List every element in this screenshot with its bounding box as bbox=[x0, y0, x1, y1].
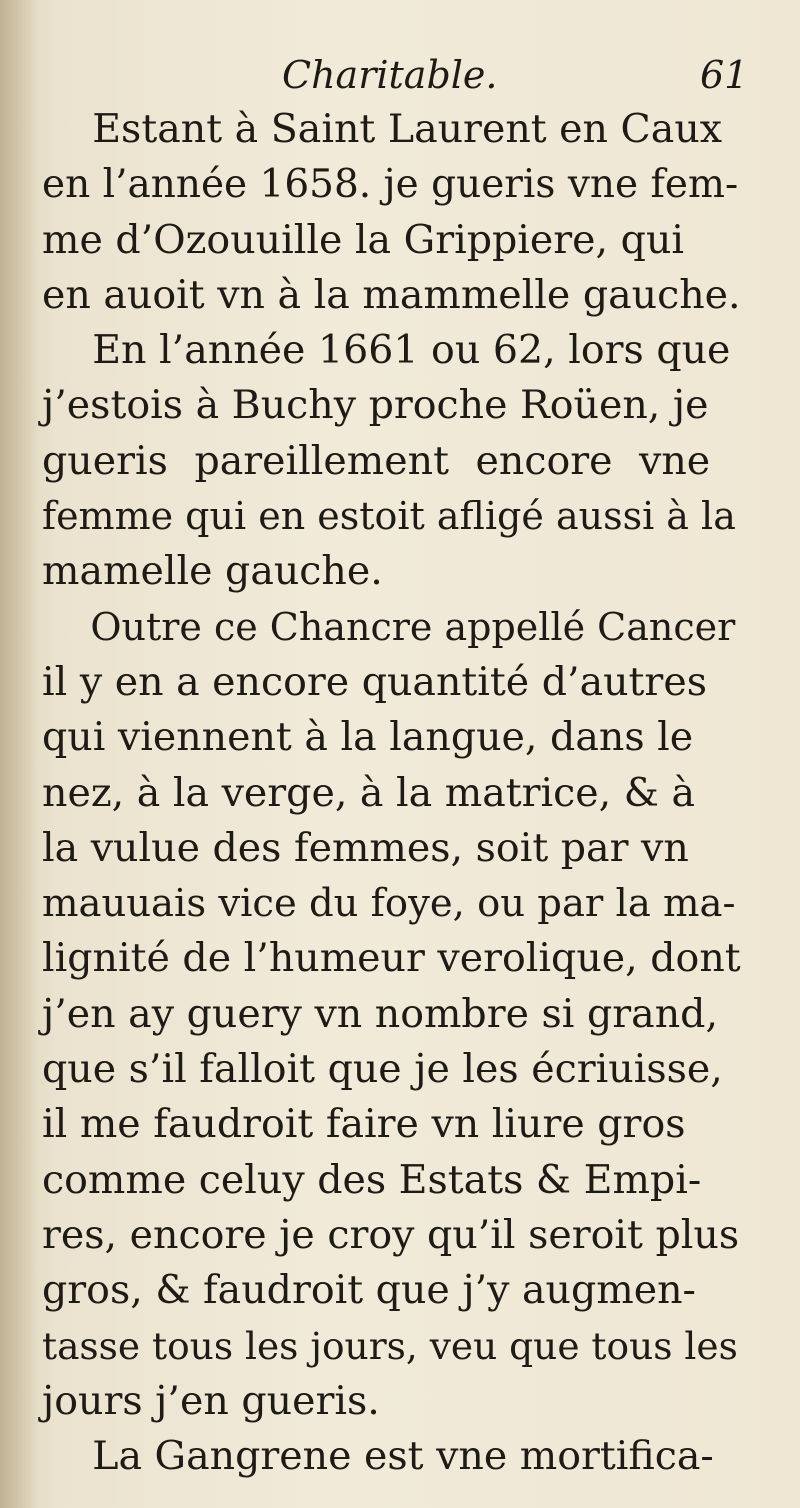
text-line: nez, à la verge, à la matrice, & à bbox=[42, 769, 696, 816]
text-line: la vulue des femmes, soit par vn bbox=[42, 824, 689, 871]
text-line: j’estois à Buchy proche Roüen, je bbox=[42, 382, 709, 429]
text-line: en l’année 1658. je gueris vne fem- bbox=[42, 162, 739, 208]
text-line: Estant à Saint Laurent en Caux bbox=[42, 106, 723, 152]
text-line: en auoit vn à la mammelle gauche. bbox=[42, 271, 741, 318]
text-line: tasse tous les jours, veu que tous les bbox=[42, 1323, 738, 1368]
text-line: il y en a encore quantité d’autres bbox=[42, 658, 707, 705]
running-title: Charitable. bbox=[282, 53, 498, 97]
text-line: Outre ce Chancre appellé Cancer bbox=[42, 604, 736, 649]
text-line: femme qui en estoit afligé aussi à la bbox=[42, 494, 736, 539]
text-line: comme celuy des Estats & Empi- bbox=[42, 1156, 702, 1203]
page-gutter bbox=[0, 0, 38, 1508]
page-number: 61 bbox=[700, 53, 749, 97]
text-line: gros, & faudroit que j’y augmen- bbox=[42, 1267, 696, 1314]
text-line: mauuais vice du foye, ou par la ma- bbox=[42, 881, 736, 927]
body-text bbox=[42, 102, 742, 1484]
text-line: jours j’en gueris. bbox=[42, 1377, 380, 1424]
text-line: qui viennent à la langue, dans le bbox=[42, 714, 694, 761]
text-line: me d’Ozouuille la Grippiere, qui bbox=[42, 216, 685, 263]
text-line: La Gangrene est vne mortifica- bbox=[42, 1433, 714, 1480]
text-line: il me faudroit faire vn liure gros bbox=[42, 1101, 686, 1148]
text-line: mamelle gauche. bbox=[42, 548, 383, 595]
text-line: lignité de l’humeur verolique, dont bbox=[42, 935, 741, 982]
text-line: j’en ay guery vn nombre si grand, bbox=[42, 990, 718, 1037]
text-line: que s’il falloit que je les écriuisse, bbox=[42, 1046, 723, 1093]
text-line: res, encore je croy qu’il seroit plus bbox=[42, 1211, 740, 1258]
text-line: En l’année 1661 ou 62, lors que bbox=[42, 327, 731, 374]
page-header bbox=[0, 52, 800, 102]
text-line: gueris pareillement encore vne bbox=[42, 437, 711, 484]
